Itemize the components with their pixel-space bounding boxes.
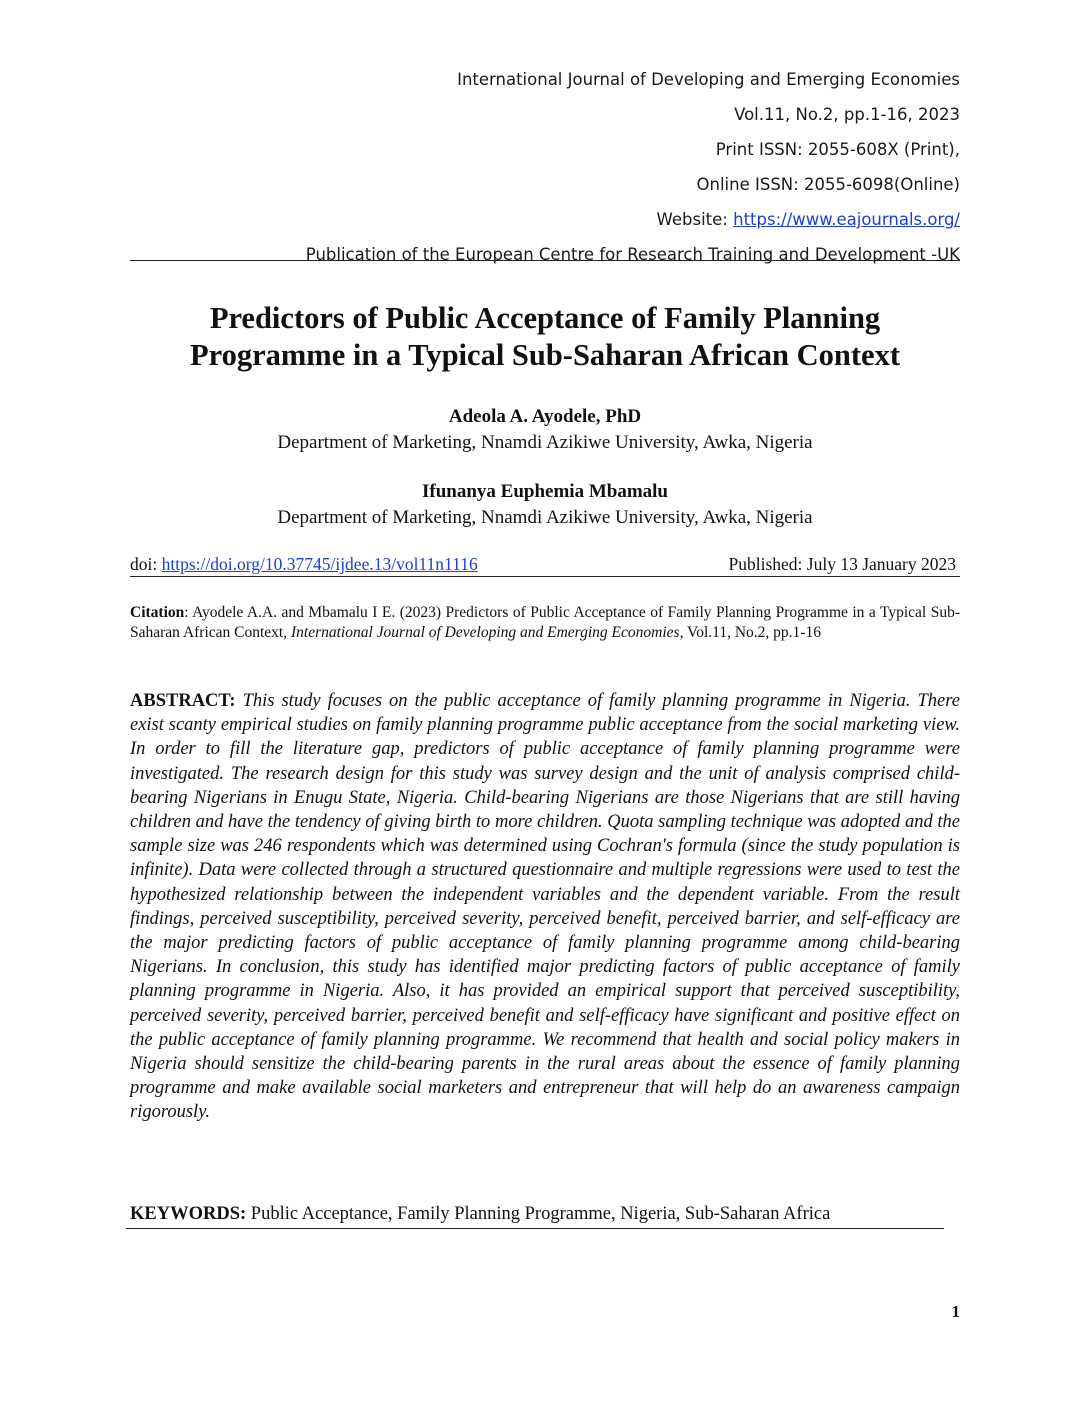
citation-details: , Vol.11, No.2, pp.1-16: [679, 624, 821, 641]
print-issn: Print ISSN: 2055-608X (Print),: [715, 140, 960, 159]
header-divider: [130, 260, 960, 261]
journal-volume: Vol.11, No.2, pp.1-16, 2023: [734, 105, 960, 124]
citation-text: : Ayodele A.A. and Mbamalu I E. (2023) Predictors of Public Acceptance of Family Planning Programme in a Typical Sub-Saharan African Context,: [130, 604, 960, 641]
citation-journal: International Journal of Developing and Emerging Economies: [290, 624, 680, 641]
website-link[interactable]: https://www.eajournals.org/: [733, 210, 960, 229]
journal-name: International Journal of Developing and Emerging Economies: [457, 70, 960, 89]
keywords: [130, 1202, 960, 1226]
website-line: [306, 202, 960, 237]
journal-header: [306, 62, 960, 272]
abstract: [130, 689, 960, 1125]
title-line-1: Predictors of Public Acceptance of Family Planning: [209, 301, 881, 335]
citation: [130, 603, 960, 643]
keywords-divider: [126, 1228, 944, 1229]
paper-title: [130, 300, 960, 374]
author-1-name: Adeola A. Ayodele, PhD: [448, 406, 642, 427]
keywords-label: KEYWORDS:: [130, 1204, 247, 1224]
abstract-text: This study focuses on the public acceptance of family planning programme in Nigeria. There exist scanty empirical studies on family planning programme public acceptance from the social marketing view. In order to fill the literature gap, predictors of public acceptance of family planning programme were investigated. The research design for this study was survey design and the unit of analysis comprised child-bearing Nigerians in Enugu State, Nigeria. Child-bearing Nigerians are those Nigerians that are still having children and have the tendency of giving birth to more children. Quota sampling technique was adopted and the sample size was 246 respondents which was determined using Cochran's formula (since the study population is infinite). Data were collected through a structured questionnaire and multiple regressions were used to test the hypothesized relationship between the independent variables and the dependent variable. From the result findings, perceived susceptibility, perceived severity, perceived benefit, perceived barrier, and self-efficacy are the major predicting factors of public acceptance of family planning programme among child-bearing Nigerians. In conclusion, this study has identified major predicting factors of public acceptance of family planning programme in Nigeria. Also, it has provided an empirical support that perceived susceptibility, perceived severity, perceived barrier, perceived benefit and self-efficacy have significant and positive effect on the public acceptance of family planning programme. We recommend that health and social policy makers in Nigeria should sensitize the child-bearing parents in the rural areas about the essence of family planning programme and make available social marketers and entrepreneur that will help do an awareness campaign rigorously.: [130, 691, 960, 1123]
online-issn: Online ISSN: 2055-6098(Online): [696, 175, 960, 194]
doi-line: [130, 553, 960, 577]
author-1: [130, 404, 960, 456]
title-line-2: Programme in a Typical Sub-Saharan African Context: [190, 338, 900, 372]
citation-label: Citation: [130, 604, 185, 621]
publisher-line: Publication of the European Centre for Research Training and Development -UK: [305, 245, 960, 264]
author-1-affiliation: Department of Marketing, Nnamdi Azikiwe University, Awka, Nigeria: [277, 432, 813, 453]
abstract-label: ABSTRACT:: [130, 691, 236, 711]
website-label: Website:: [656, 210, 734, 229]
doi-link[interactable]: https://doi.org/10.37745/ijdee.13/vol11n1116: [161, 554, 478, 574]
author-2: [130, 479, 960, 531]
doi-label: doi:: [130, 554, 162, 574]
keywords-text: Public Acceptance, Family Planning Programme, Nigeria, Sub-Saharan Africa: [246, 1204, 831, 1224]
author-2-affiliation: Department of Marketing, Nnamdi Azikiwe University, Awka, Nigeria: [277, 507, 813, 528]
page-number: 1: [951, 1302, 960, 1321]
published-date: Published: July 13 January 2023: [728, 554, 956, 574]
author-2-name: Ifunanya Euphemia Mbamalu: [421, 481, 668, 502]
